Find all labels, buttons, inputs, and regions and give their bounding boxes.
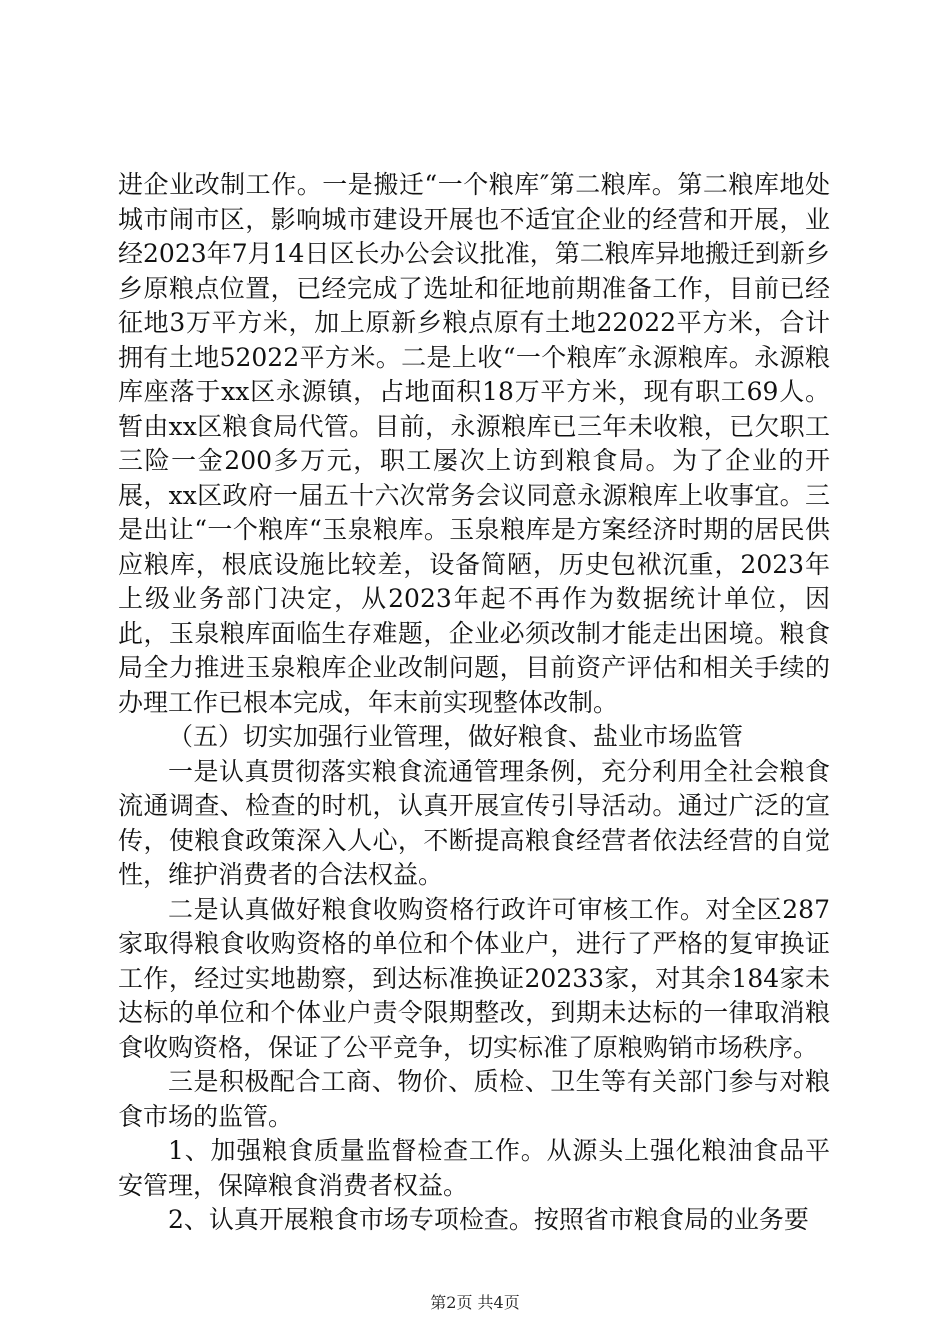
paragraph-item-one: 一是认真贯彻落实粮食流通管理条例，充分利用全社会粮食流通调查、检查的时机，认真开展宣传引导活动。通过广泛的宣传，使粮食政策深入人心，不断提高粮食经营者依法经营的自觉性，维护消费者的合法权益。 xyxy=(118,756,830,889)
paragraph-subitem-1: 1、加强粮食质量监督检查工作。从源头上强化粮油食品平安管理，保障粮食消费者权益。 xyxy=(118,1136,830,1200)
paragraph-item-two: 二是认真做好粮食收购资格行政许可审核工作。对全区287家取得粮食收购资格的单位和个体业户，进行了严格的复审换证工作，经过实地勘察，到达标准换证20233家，对其余184家未达标的单位和个体业户责令限期整改，到期未达标的一律取消粮食收购资格，保证了公平竞争，切实标准了原粮购销市场秩序。 xyxy=(118,894,830,1062)
page-number-footer: 第2页 共4页 xyxy=(430,1293,520,1312)
paragraph-subitem-2: 2、认真开展粮食市场专项检查。按照省市粮食局的业务要 xyxy=(168,1205,809,1234)
document-body xyxy=(118,168,830,1238)
paragraph-item-three: 三是积极配合工商、物价、质检、卫生等有关部门参与对粮食市场的监管。 xyxy=(118,1067,830,1131)
paragraph-reform-continued: 进企业改制工作。一是搬迁“一个粮库″第二粮库。第二粮库地处城市闹市区，影响城市建设开展也不适宜企业的经营和开展，业经2023年7月14日区长办公会议批准，第二粮库异地搬迁到新乡乡原粮点位置，已经完成了选址和征地前期准备工作，目前已经征地3万平方米，加上原新乡粮点原有土地22022平方米，合计拥有土地52022平方米。二是上收“一个粮库″永源粮库。永源粮库座落于xx区永源镇，占地面积18万平方米，现有职工69人。暂由xx区粮食局代管。目前，永源粮库已三年未收粮，已欠职工三险一金200多万元，职工屡次上访到粮食局。为了企业的开展，xx区政府一届五十六次常务会议同意永源粮库上收事宜。三是出让“一个粮库“玉泉粮库。玉泉粮库是方案经济时期的居民供应粮库，根底设施比较差，设备简陋，历史包袱沉重，2023年上级业务部门决定，从2023年起不再作为数据统计单位，因此，玉泉粮库面临生存难题，企业必须改制才能走出困境。粮食局全力推进玉泉粮库企业改制问题，目前资产评估和相关手续的办理工作已根本完成，年末前实现整体改制。 xyxy=(118,170,830,717)
section-heading-five: （五）切实加强行业管理，做好粮食、盐业市场监管 xyxy=(168,722,744,751)
